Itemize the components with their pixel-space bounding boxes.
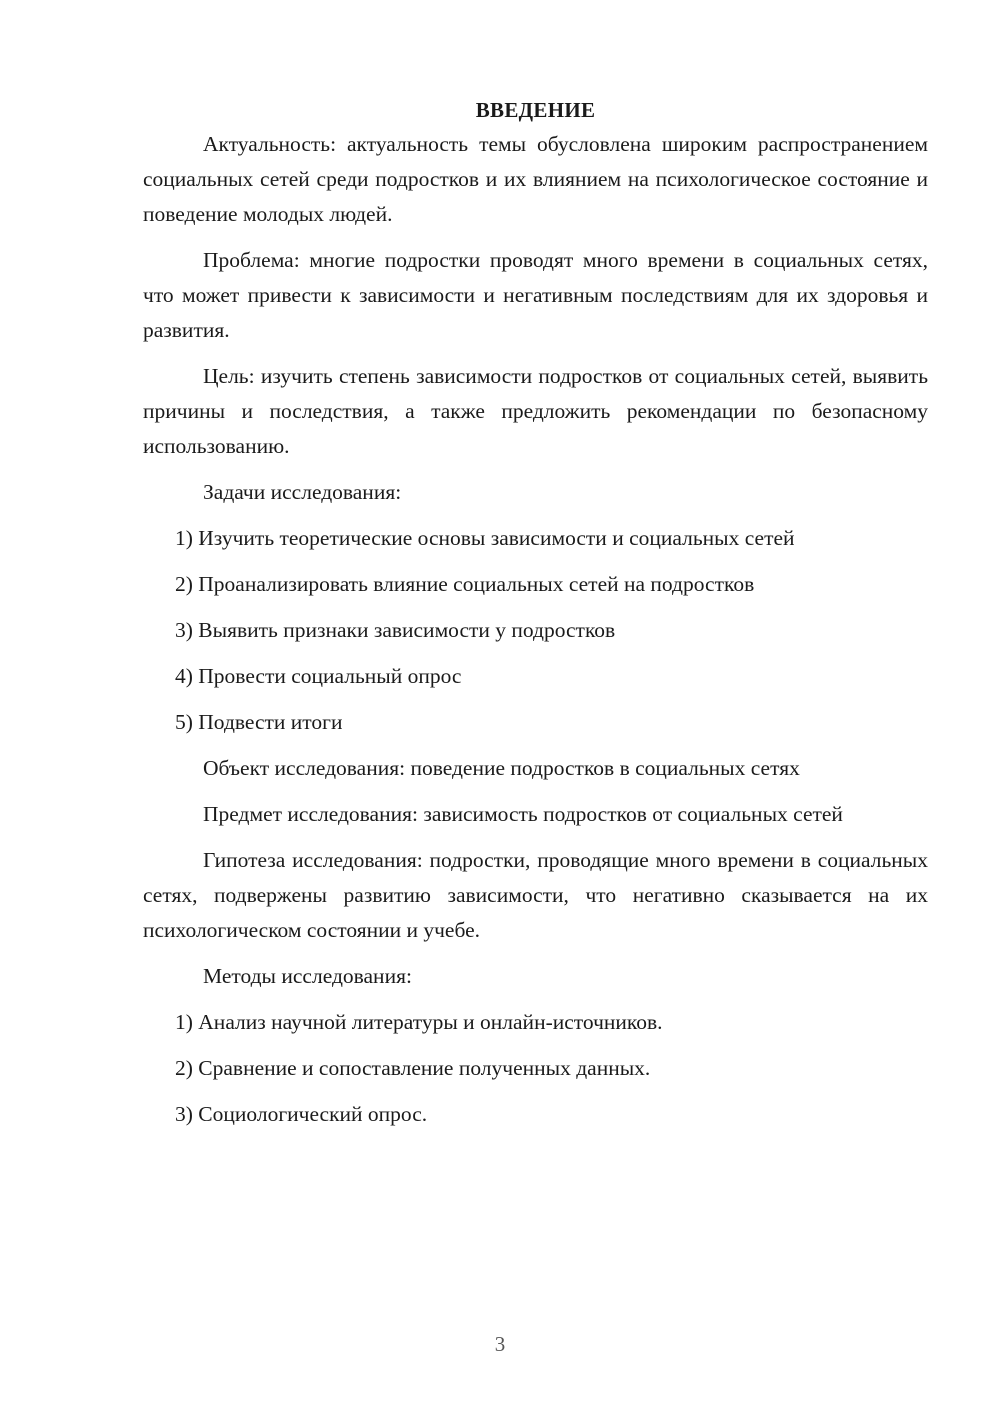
tasks-heading: Задачи исследования: <box>203 480 402 504</box>
method-item: 3) Социологический опрос. <box>175 1102 428 1126</box>
subject-paragraph: Предмет исследования: зависимость подростков от социальных сетей <box>203 802 843 826</box>
task-item: 1) Изучить теоретические основы зависимости и социальных сетей <box>175 526 795 550</box>
task-item: 2) Проанализировать влияние социальных сетей на подростков <box>175 572 755 596</box>
page-number: 3 <box>494 1332 506 1356</box>
document-page <box>143 93 928 1132</box>
method-item: 2) Сравнение и сопоставление полученных данных. <box>175 1056 651 1080</box>
relevance-paragraph: Актуальность: актуальность темы обусловлена широким распространением социальных сетей среди подростков и их влиянием на психологическое состояние и поведение молодых людей. <box>143 132 928 226</box>
object-paragraph: Объект исследования: поведение подростков в социальных сетях <box>203 756 800 780</box>
task-item: 5) Подвести итоги <box>175 710 343 734</box>
document-title: ВВЕДЕНИЕ <box>475 98 596 122</box>
problem-paragraph: Проблема: многие подростки проводят много времени в социальных сетях, что может привести к зависимости и негативным последствиям для их здоровья и развития. <box>143 248 928 342</box>
method-item: 1) Анализ научной литературы и онлайн-источников. <box>175 1010 663 1034</box>
task-item: 3) Выявить признаки зависимости у подростков <box>175 618 616 642</box>
methods-heading: Методы исследования: <box>203 964 412 988</box>
hypothesis-paragraph: Гипотеза исследования: подростки, проводящие много времени в социальных сетях, подвержены развитию зависимости, что негативно сказывается на их психологическом состоянии и учебе. <box>143 848 928 942</box>
goal-paragraph: Цель: изучить степень зависимости подростков от социальных сетей, выявить причины и последствия, а также предложить рекомендации по безопасному использованию. <box>143 364 928 458</box>
task-item: 4) Провести социальный опрос <box>175 664 462 688</box>
